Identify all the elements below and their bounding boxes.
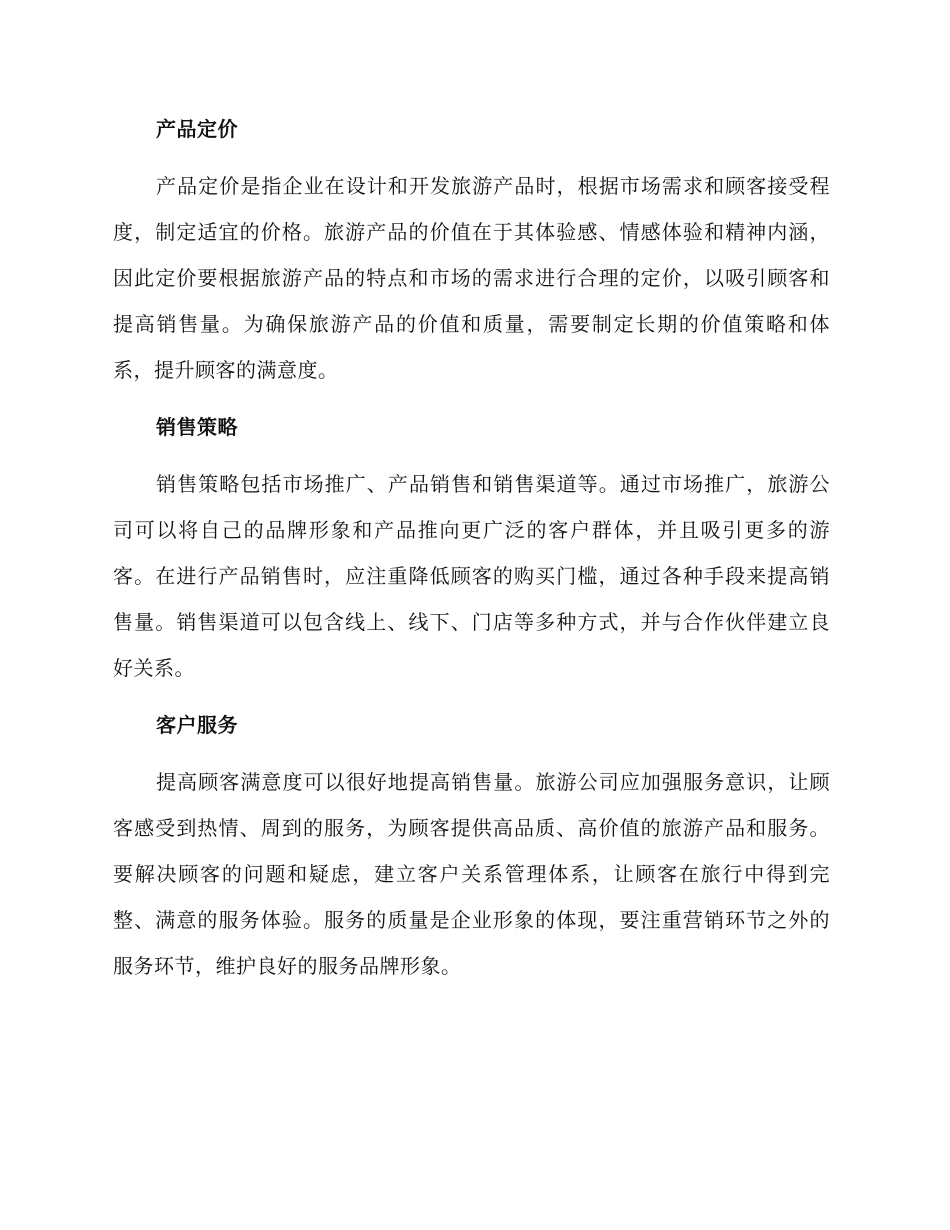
document-body (113, 107, 830, 989)
section-pricing (113, 107, 830, 393)
section-heading-sales-strategy: 销售策略 (156, 415, 238, 439)
section-paragraph-sales-strategy: 销售策略包括市场推广、产品销售和销售渠道等。通过市场推广，旅游公司可以将自己的品牌形象和产品推向更广泛的客户群体，并且吸引更多的游客。在进行产品销售时，应注重降低顾客的购买门槛，通过各种手段来提高销售量。销售渠道可以包含线上、线下、门店等多种方式，并与合作伙伴建立良好关系。 (113, 472, 830, 680)
section-heading-pricing: 产品定价 (156, 117, 238, 141)
section-paragraph-customer-service: 提高顾客满意度可以很好地提高销售量。旅游公司应加强服务意识，让顾客感受到热情、周到的服务，为顾客提供高品质、高价值的旅游产品和服务。要解决顾客的问题和疑虑，建立客户关系管理体系，让顾客在旅行中得到完整、满意的服务体验。服务的质量是企业形象的体现，要注重营销环节之外的服务环节，维护良好的服务品牌形象。 (113, 770, 830, 978)
section-customer-service (113, 703, 830, 989)
section-paragraph-pricing: 产品定价是指企业在设计和开发旅游产品时，根据市场需求和顾客接受程度，制定适宜的价格。旅游产品的价值在于其体验感、情感体验和精神内涵，因此定价要根据旅游产品的特点和市场的需求进行合理的定价，以吸引顾客和提高销售量。为确保旅游产品的价值和质量，需要制定长期的价值策略和体系，提升顾客的满意度。 (113, 174, 830, 382)
section-sales-strategy (113, 405, 830, 691)
section-heading-customer-service: 客户服务 (156, 713, 238, 737)
